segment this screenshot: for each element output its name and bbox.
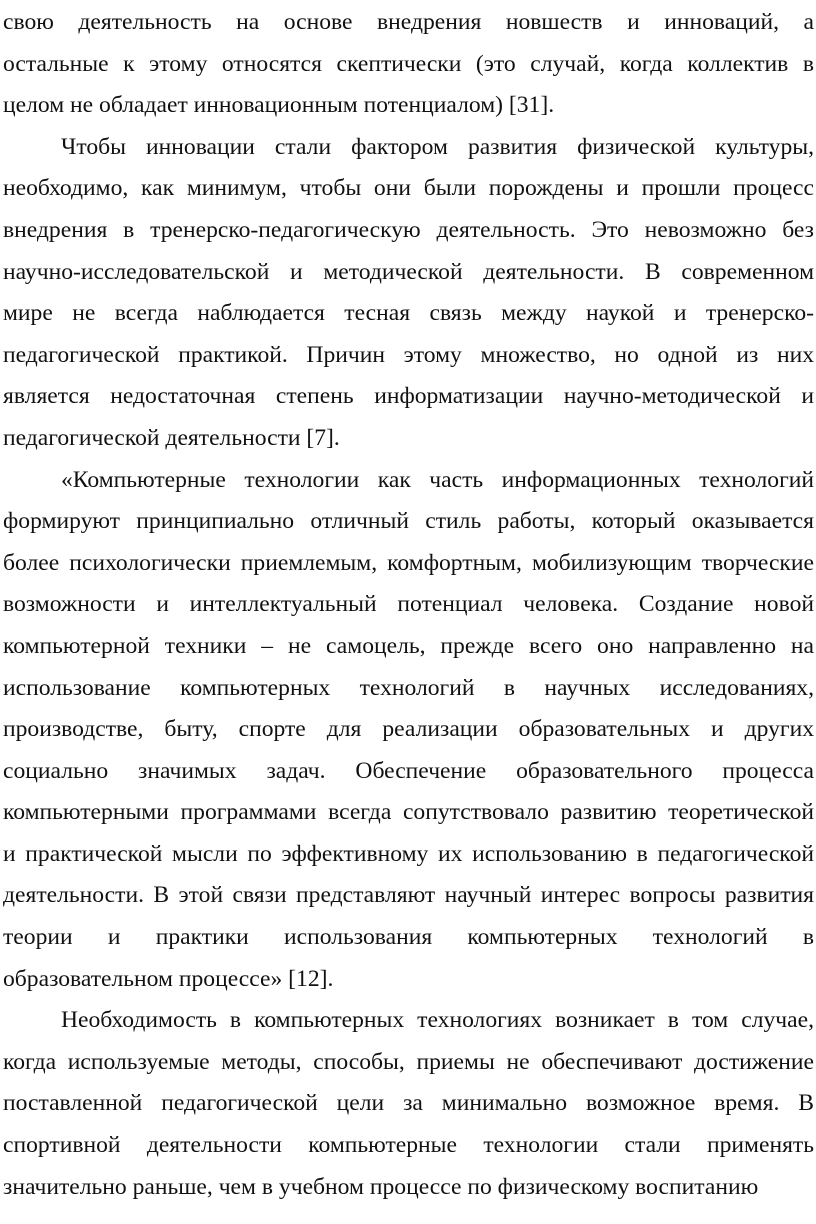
text-line: компьютерной техники – не самоцель, прежде всего оно направленно на xyxy=(3,632,814,659)
text-line: является недостаточная степень информатизации научно-методической и xyxy=(3,383,814,410)
text-line: деятельности. В этой связи представляют научный интерес вопросы развития xyxy=(3,882,814,909)
text-line: Чтобы инновации стали фактором развития физической культуры, xyxy=(61,133,814,160)
text-line: использование компьютерных технологий в научных исследованиях, xyxy=(3,674,814,701)
text-line: возможности и интеллектуальный потенциал человека. Создание новой xyxy=(3,591,814,618)
text-line: образовательном процессе» [12]. xyxy=(3,965,334,992)
paragraph-continuation xyxy=(3,2,814,127)
text-line: Необходимость в компьютерных технологиях возникает в том случае, xyxy=(61,1007,814,1034)
text-line: целом не обладает инновационным потенциалом) [31]. xyxy=(3,92,555,119)
text-line: компьютерными программами всегда сопутствовало развитию теоретической xyxy=(3,799,814,826)
text-line: формируют принципиально отличный стиль работы, который оказывается xyxy=(3,508,814,535)
text-line: необходимо, как минимум, чтобы они были порождены и прошли процесс xyxy=(3,175,814,202)
text-line: значительно раньше, чем в учебном процессе по физическому воспитанию xyxy=(3,1173,759,1200)
text-line: педагогической деятельности [7]. xyxy=(3,424,340,451)
text-line: более психологически приемлемым, комфортным, мобилизующим творческие xyxy=(3,549,814,576)
text-line: спортивной деятельности компьютерные технологии стали применять xyxy=(3,1132,814,1159)
paragraph-innovations xyxy=(3,127,814,460)
text-line: свою деятельность на основе внедрения новшеств и инноваций, а xyxy=(3,9,814,35)
text-line: мире не всегда наблюдается тесная связь между наукой и тренерско- xyxy=(3,300,814,327)
text-line: производстве, быту, спорте для реализации образовательных и других xyxy=(3,716,814,743)
text-line: остальные к этому относятся скептически (это случай, когда коллектив в xyxy=(3,50,814,77)
text-line: «Компьютерные технологии как часть информационных технологий xyxy=(61,466,814,493)
paragraph-necessity xyxy=(3,1000,814,1208)
text-line: научно-исследовательской и методической деятельности. В современном xyxy=(3,258,814,285)
text-line: внедрения в тренерско-педагогическую деятельность. Это невозможно без xyxy=(3,216,814,243)
text-line: и практической мысли по эффективному их использованию в педагогической xyxy=(3,840,814,867)
document-page xyxy=(3,2,814,1208)
paragraph-quote xyxy=(3,460,814,1001)
text-line: когда используемые методы, способы, приемы не обеспечивают достижение xyxy=(3,1048,814,1075)
text-line: социально значимых задач. Обеспечение образовательного процесса xyxy=(3,757,814,784)
text-line: педагогической практикой. Причин этому множество, но одной из них xyxy=(3,341,814,368)
text-line: поставленной педагогической цели за минимально возможное время. В xyxy=(3,1090,814,1117)
text-line: теории и практики использования компьютерных технологий в xyxy=(3,924,814,951)
